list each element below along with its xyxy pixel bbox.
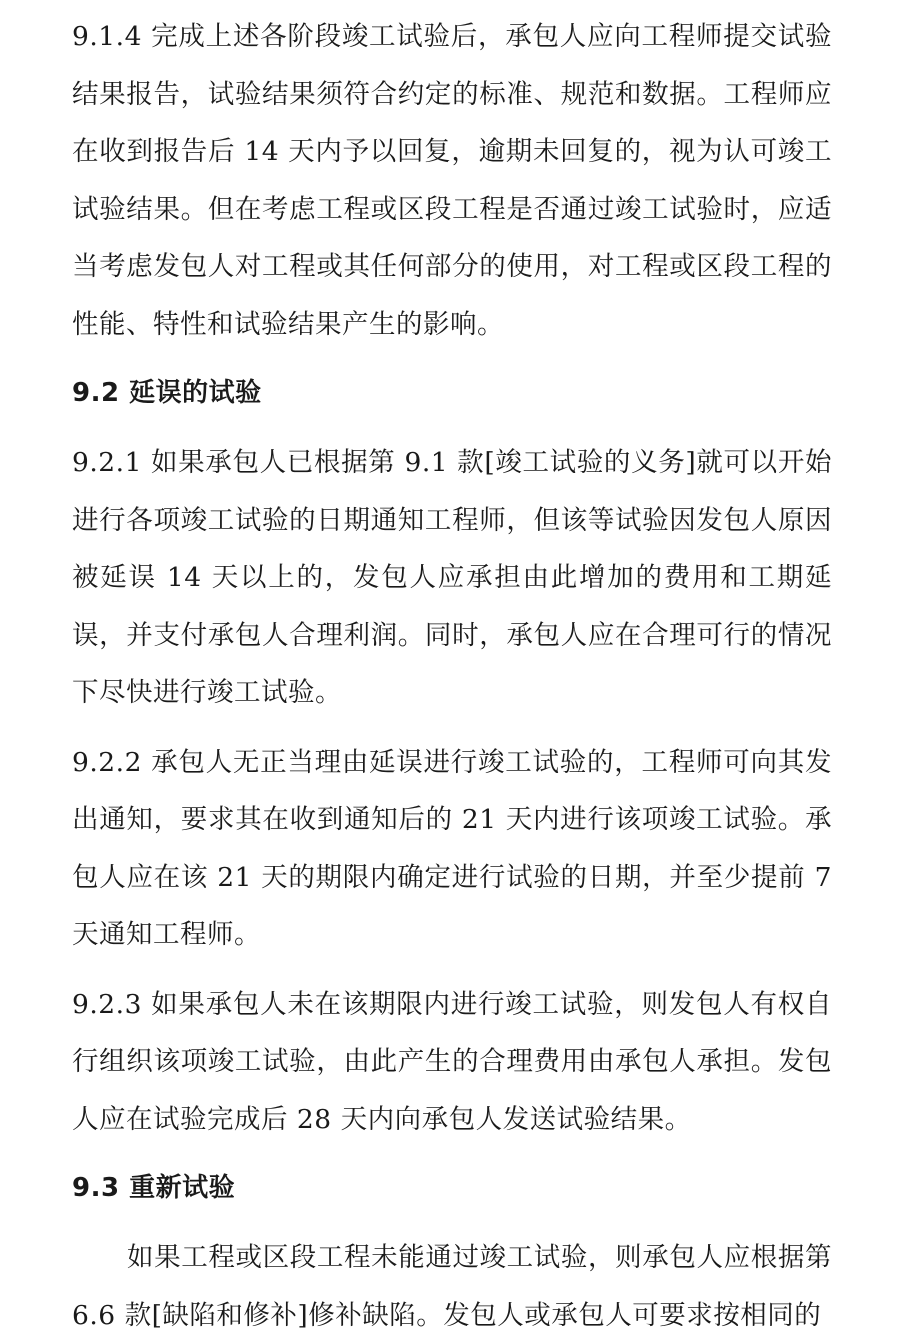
- clause-9-2-3: 9.2.3 如果承包人未在该期限内进行竣工试验，则发包人有权自行组织该项竣工试验，由此产生的合理费用由承包人承担。发包人应在试验完成后 28 天内向承包人发送试验结果。: [72, 988, 832, 1135]
- clause-9-3-body: 如果工程或区段工程未能通过竣工试验，则承包人应根据第 6.6 款[缺陷和修补]修补缺陷。发包人或承包人可要求按相同的: [72, 1242, 832, 1331]
- section-heading-9-2: 9.2 延误的试验: [72, 378, 262, 408]
- clause-9-2-2: 9.2.2 承包人无正当理由延误进行竣工试验的，工程师可向其发出通知，要求其在收到通知后的 21 天内进行该项竣工试验。承包人应在该 21 天的期限内确定进行试验的日期，并至少提前 7 天通知工程师。: [72, 746, 832, 950]
- clause-9-1-4: 9.1.4 完成上述各阶段竣工试验后，承包人应向工程师提交试验结果报告，试验结果须符合约定的标准、规范和数据。工程师应在收到报告后 14 天内予以回复，逾期未回复的，视为认可竣工试验结果。但在考虑工程或区段工程是否通过竣工试验时，应适当考虑发包人对工程或其任何部分的使用，对工程或区段工程的性能、特性和试验结果产生的影响。: [72, 21, 832, 340]
- clause-9-2-1: 9.2.1 如果承包人已根据第 9.1 款[竣工试验的义务]就可以开始进行各项竣工试验的日期通知工程师，但该等试验因发包人原因被延误 14 天以上的，发包人应承担由此增加的费用和工期延误，并支付承包人合理利润。同时，承包人应在合理可行的情况下尽快进行竣工试验。: [72, 447, 832, 708]
- document-page: [72, 8, 832, 1344]
- section-heading-9-3: 9.3 重新试验: [72, 1173, 236, 1203]
